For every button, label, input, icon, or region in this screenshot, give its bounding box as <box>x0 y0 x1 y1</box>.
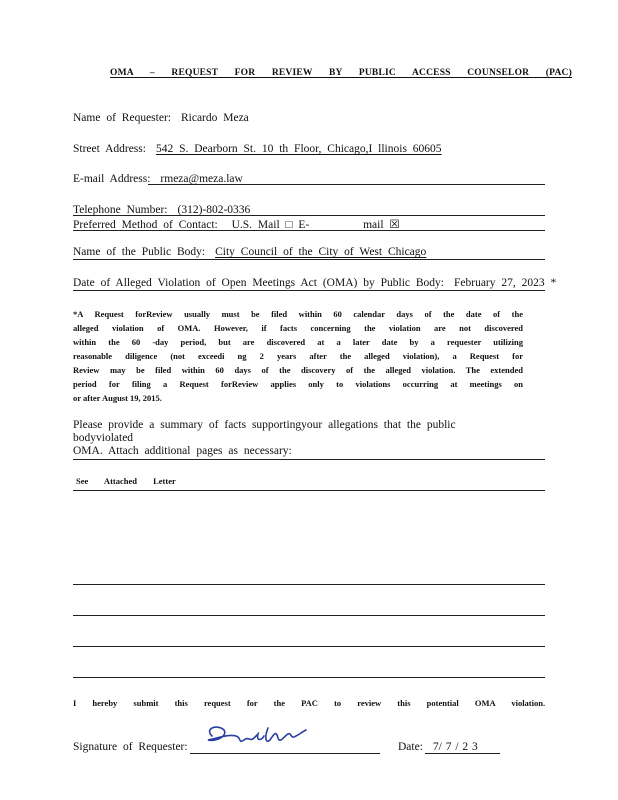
footnote-line: period for filing a Request forReview applies only to violations occurring at meetings on <box>73 379 523 389</box>
phone-underline <box>73 215 545 216</box>
contact-mail-option[interactable]: U.S. Mail □ E- <box>231 219 310 231</box>
form-title: OMA – REQUEST FOR REVIEW BY PUBLIC ACCESS COUNSELOR (PAC) <box>110 68 572 78</box>
summary-line-6[interactable] <box>73 677 545 678</box>
date-sig-label: Date: <box>398 741 423 753</box>
contact-underline <box>73 230 545 231</box>
public-body-underline <box>73 259 545 260</box>
summary-line: Please provide a summary of facts supportingyour allegations that the public bodyviolated <box>73 419 456 444</box>
street-row <box>73 143 442 155</box>
footnote <box>73 307 523 405</box>
footnote-line: within the 60 -day period, but are discovered at a later date by a requester utilizing <box>73 337 523 347</box>
footnote-line: *A Request forReview usually must be filed within 60 calendar days of the date of the <box>73 309 523 319</box>
date-sig-value[interactable]: 7/ 7 / 2 3 <box>432 741 478 753</box>
date-sig-row <box>398 741 478 753</box>
street-label: Street Address: <box>73 143 146 155</box>
phone-value[interactable]: (312)-802-0336 <box>177 204 251 216</box>
signature-image <box>198 718 308 752</box>
summary-line-3[interactable] <box>73 584 545 585</box>
summary-line-4[interactable] <box>73 615 545 616</box>
name-label: Name of Requester: <box>73 112 171 124</box>
signature-line[interactable] <box>190 753 380 754</box>
public-body-label: Name of the Public Body: <box>73 246 206 258</box>
footnote-line: or after August 19, 2015. <box>73 393 162 403</box>
footnote-line: alleged violation of OMA. However, if facts concerning the violation are not discovered <box>73 323 523 333</box>
date-underline <box>73 290 545 291</box>
public-body-value[interactable]: City Council of the City of West Chicago <box>215 246 427 258</box>
email-value[interactable]: rmeza@meza.law <box>160 173 243 185</box>
contact-row <box>73 217 400 231</box>
summary-instructions <box>73 419 503 458</box>
email-label: E-mail Address: <box>73 173 151 185</box>
summary-line-5[interactable] <box>73 646 545 647</box>
email-underline <box>148 184 545 185</box>
name-value[interactable]: Ricardo Meza <box>180 112 249 124</box>
summary-line-2[interactable] <box>73 490 545 491</box>
street-value[interactable]: 542 S. Dearborn St. 10 th Floor, Chicago,I llinois 60605 <box>155 143 442 155</box>
date-value[interactable]: February 27, 2023 * <box>453 277 557 289</box>
date-row <box>73 277 556 289</box>
attached-text[interactable]: See Attached Letter <box>76 476 176 486</box>
name-row <box>73 112 249 124</box>
footnote-line: reasonable diligence (not exceedi ng 2 years after the alleged violation), a Request for <box>73 351 523 361</box>
date-label: Date of Alleged Violation of Open Meetings Act (OMA) by Public Body: <box>73 277 444 289</box>
date-sig-underline <box>425 753 500 754</box>
contact-email-option[interactable]: mail ☒ <box>363 219 400 231</box>
phone-label: Telephone Number: <box>73 204 168 216</box>
submit-statement: I hereby submit this request for the PAC to review this potential OMA violation. <box>73 698 546 708</box>
summary-line: OMA. Attach additional pages as necessary: <box>73 445 292 457</box>
summary-line-1[interactable] <box>73 459 545 460</box>
public-body-row <box>73 246 426 258</box>
footnote-line: Review may be filed within 60 days of the discovery of the alleged violation. The extended <box>73 365 523 375</box>
signature-label: Signature of Requester: <box>73 741 188 753</box>
contact-label: Preferred Method of Contact: <box>73 219 218 231</box>
